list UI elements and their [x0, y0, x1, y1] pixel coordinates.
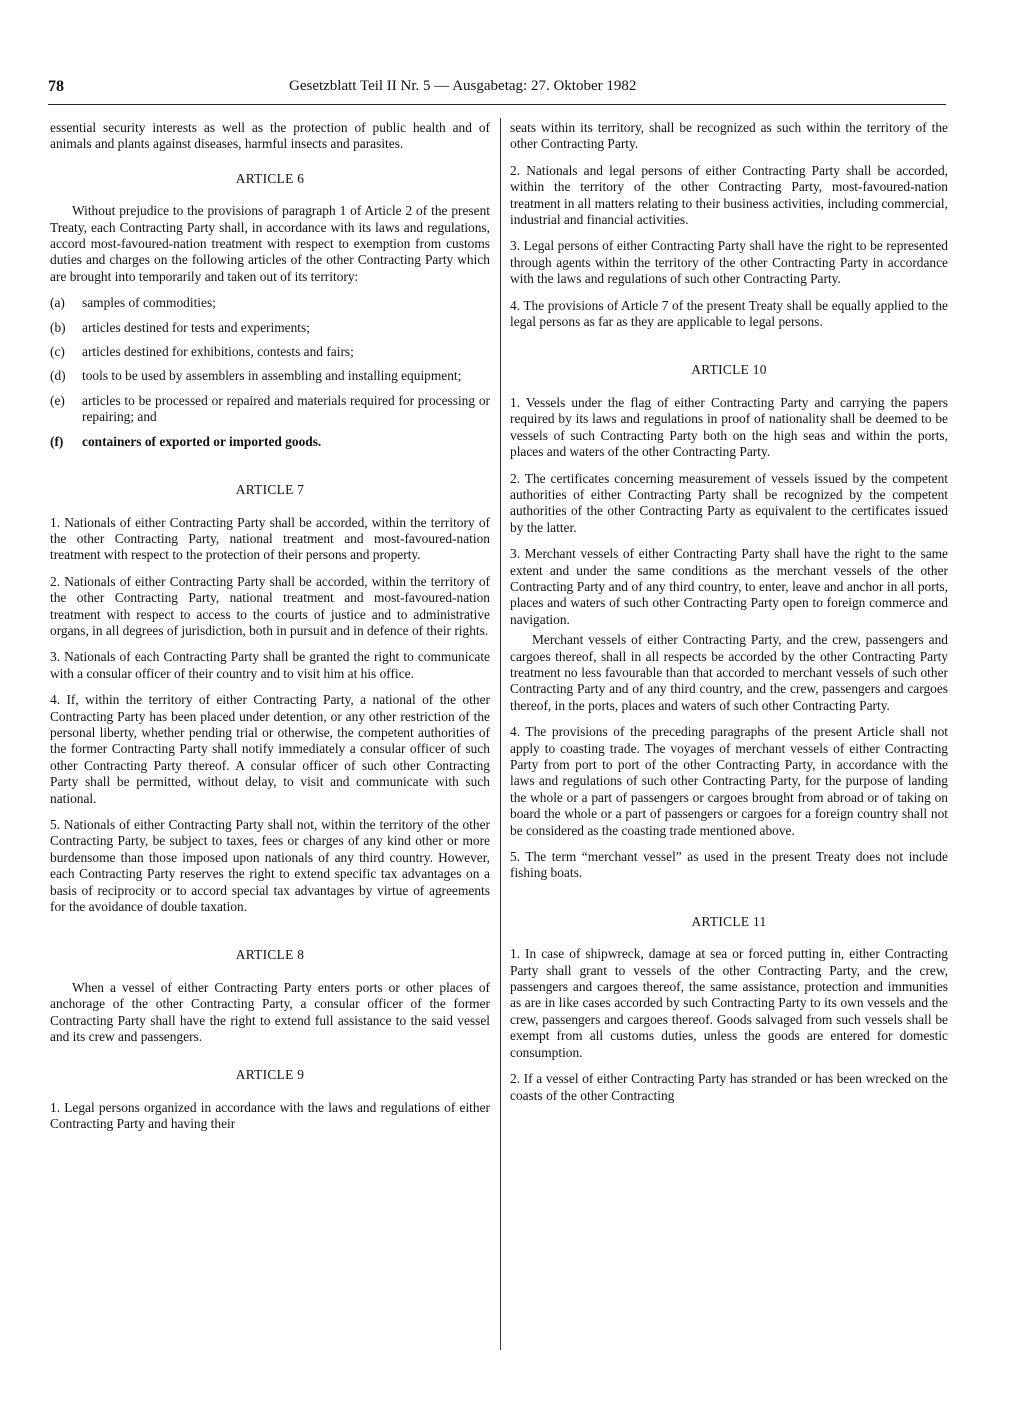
item-text: tools to be used by assemblers in assembling and installing equipment; — [82, 368, 462, 384]
list-item — [50, 344, 490, 360]
item-label: (f) — [50, 433, 64, 449]
item-text: samples of commodities; — [82, 295, 216, 311]
article-7-paragraph-3: 3. Nationals of each Contracting Party shall be granted the right to communicate with a consular officer of their country and to visit him at his office. — [50, 649, 490, 681]
article-10-paragraph-5: 5. The term “merchant vessel” as used in the present Treaty does not include fishing boats. — [510, 849, 948, 881]
item-text: articles destined for exhibitions, contests and fairs; — [82, 344, 354, 360]
item-label: (d) — [50, 368, 66, 384]
article-8-paragraph-1: When a vessel of either Contracting Party enters ports or other places of anchorage of the other Contracting Party, a consular officer of the former Contracting Party shall have the right to extend full assistance to the said vessel and its crew and passengers. — [50, 979, 490, 1045]
item-text: articles destined for tests and experiments; — [82, 319, 310, 335]
article-10-heading: ARTICLE 10 — [691, 362, 767, 378]
article-7-heading: ARTICLE 7 — [235, 482, 305, 498]
header-rule — [48, 104, 946, 105]
list-item — [50, 368, 490, 384]
running-title: Gesetzblatt Teil II Nr. 5 — Ausgabetag: 27. Oktober 1982 — [289, 78, 637, 94]
list-item — [50, 295, 490, 311]
article-6-intro: Without prejudice to the provisions of paragraph 1 of Article 2 of the present Treaty, each Contracting Party shall, in accordance with its laws and regulations, accord most-favoured-nation treatment with respect to exemption from customs duties and charges on the following articles of the other Contracting Party which are brought into temporarily and taken out of its territory: — [50, 203, 490, 284]
item-label: (e) — [50, 392, 65, 408]
list-item — [50, 320, 490, 336]
article-7-paragraph-5: 5. Nationals of either Contracting Party shall not, within the territory of the other Contracting Party, be subject to taxes, fees or charges of any kind other or more burdensome than those imposed upon nationals of any third country. However, each Contracting Party reserves the right to extend specific tax advantages on a basis of reciprocity or to accord special tax advantages by virtue of agreements for the avoidance of double taxation. — [50, 817, 490, 915]
article-9-paragraph-4: 4. The provisions of Article 7 of the present Treaty shall be equally applied to the legal persons as far as they are applicable to legal persons. — [510, 297, 948, 330]
article-11-paragraph-1: 1. In case of shipwreck, damage at sea or forced putting in, either Contracting Party shall grant to vessels of the other Contracting Party, and the crew, passengers and cargoes thereof, the same assistance, protection and immunities as are in like cases accorded by such Contracting Party to its own vessels and the crew, passengers and cargoes thereof. Goods salvaged from such vessels shall be exempt from all customs duties, unless the goods are entered for domestic consumption. — [510, 946, 948, 1060]
article-9-heading: ARTICLE 9 — [235, 1067, 305, 1083]
list-item — [50, 393, 490, 426]
article-6-heading: ARTICLE 6 — [235, 170, 305, 186]
article-10-paragraph-2: 2. The certificates concerning measurement of vessels issued by the competent authorities of either Contracting Party shall be recognized by the competent authorities of the other Contracting Party as equivalent to the certificates issued by the latter. — [510, 470, 948, 535]
right-column — [510, 120, 948, 1114]
item-label: (a) — [50, 295, 65, 311]
page-number: 78 — [48, 78, 64, 95]
left-column — [50, 120, 490, 1143]
article-10-paragraph-3: 3. Merchant vessels of either Contracting Party shall have the right to the same extent and under the same conditions as the merchant vessels of the other Contracting Party and of any third country, to enter, leave and anchor in all ports, places and waters of such other Contracting Party open to foreign commerce and navigation. — [510, 546, 948, 627]
article-8-heading: ARTICLE 8 — [235, 947, 305, 963]
article-11-paragraph-2: 2. If a vessel of either Contracting Party has stranded or has been wrecked on the coasts of the other Contracting — [510, 1071, 948, 1103]
item-label: (b) — [50, 319, 66, 335]
item-text: articles to be processed or repaired and materials required for processing or repairing; and — [82, 392, 490, 425]
page-header — [48, 78, 728, 100]
article-9-paragraph-2: 2. Nationals and legal persons of either Contracting Party shall be accorded, within the territory of the other Contracting Party, most-favoured-nation treatment in all matters relating to their business activities, including commercial, industrial and financial activities. — [510, 162, 948, 228]
item-label: (c) — [50, 344, 65, 360]
article-10-paragraph-1: 1. Vessels under the flag of either Contracting Party and carrying the papers required by its laws and regulations in proof of nationality shall be deemed to be vessels of such Contracting Party both on the high seas and within the ports, places and waters of the other Contracting Party. — [510, 394, 948, 460]
article-9-paragraph-3: 3. Legal persons of either Contracting Party shall have the right to be represented through agents within the territory of the other Contracting Party in accordance with the laws and regulations of such other Contracting Party. — [510, 238, 948, 287]
column-divider — [500, 118, 501, 1350]
article-9-paragraph-1-continuation: seats within its territory, shall be recognized as such within the territory of the other Contracting Party. — [510, 120, 948, 152]
article-9-paragraph-1: 1. Legal persons organized in accordance with the laws and regulations of either Contracting Party and having their — [50, 1099, 490, 1132]
article-7-paragraph-1: 1. Nationals of either Contracting Party shall be accorded, within the territory of the other Contracting Party, national treatment and most-favoured-nation treatment with respect to the protection of their persons and property. — [50, 514, 490, 563]
article-7-paragraph-2: 2. Nationals of either Contracting Party shall be accorded, within the territory of the other Contracting Party, national treatment and most-favoured-nation treatment with respect to access to the courts of justice and to administrative organs, in all degrees of jurisdiction, both in pursuit and in defence of their rights. — [50, 573, 490, 638]
item-text: containers of exported or imported goods. — [82, 433, 322, 449]
list-item — [50, 434, 490, 450]
article-11-heading: ARTICLE 11 — [691, 913, 767, 929]
article-10-paragraph-4: 4. The provisions of the preceding paragraphs of the present Article shall not apply to coasting trade. The voyages of merchant vessels of either Contracting Party from port to port of the other Contracting Party, in accordance with the laws and regulations of such other Contracting Party, for the purpose of landing the whole or a part of passengers or cargoes brought from abroad or of taking on board the whole or a part of passengers or cargoes for a foreign country shall not be considered as the coasting trade mentioned above. — [510, 724, 948, 838]
article-10-paragraph-3b: Merchant vessels of either Contracting Party, and the crew, passengers and cargoes thereof, shall in all respects be accorded by the other Contracting Party treatment no less favourable than that accorded to merchant vessels of such other Contracting Party and of any third country, and the crew, passengers and cargoes thereof, in the ports, places and waters of such other Contracting Party. — [510, 632, 948, 713]
article-6-list — [50, 295, 490, 450]
article-7-paragraph-4: 4. If, within the territory of either Contracting Party, a national of the other Contracting Party has been placed under detention, or any other restriction of the personal liberty, whether pending trial or otherwise, the competent authorities of the former Contracting Party shall notify immediately a consular officer of such other Contracting Party thereof. A consular officer of such other Contracting Party shall be permitted, without delay, to visit and communicate with such national. — [50, 692, 490, 806]
paragraph-continuation: essential security interests as well as the protection of public health and of animals and plants against diseases, harmful insects and parasites. — [50, 120, 490, 152]
